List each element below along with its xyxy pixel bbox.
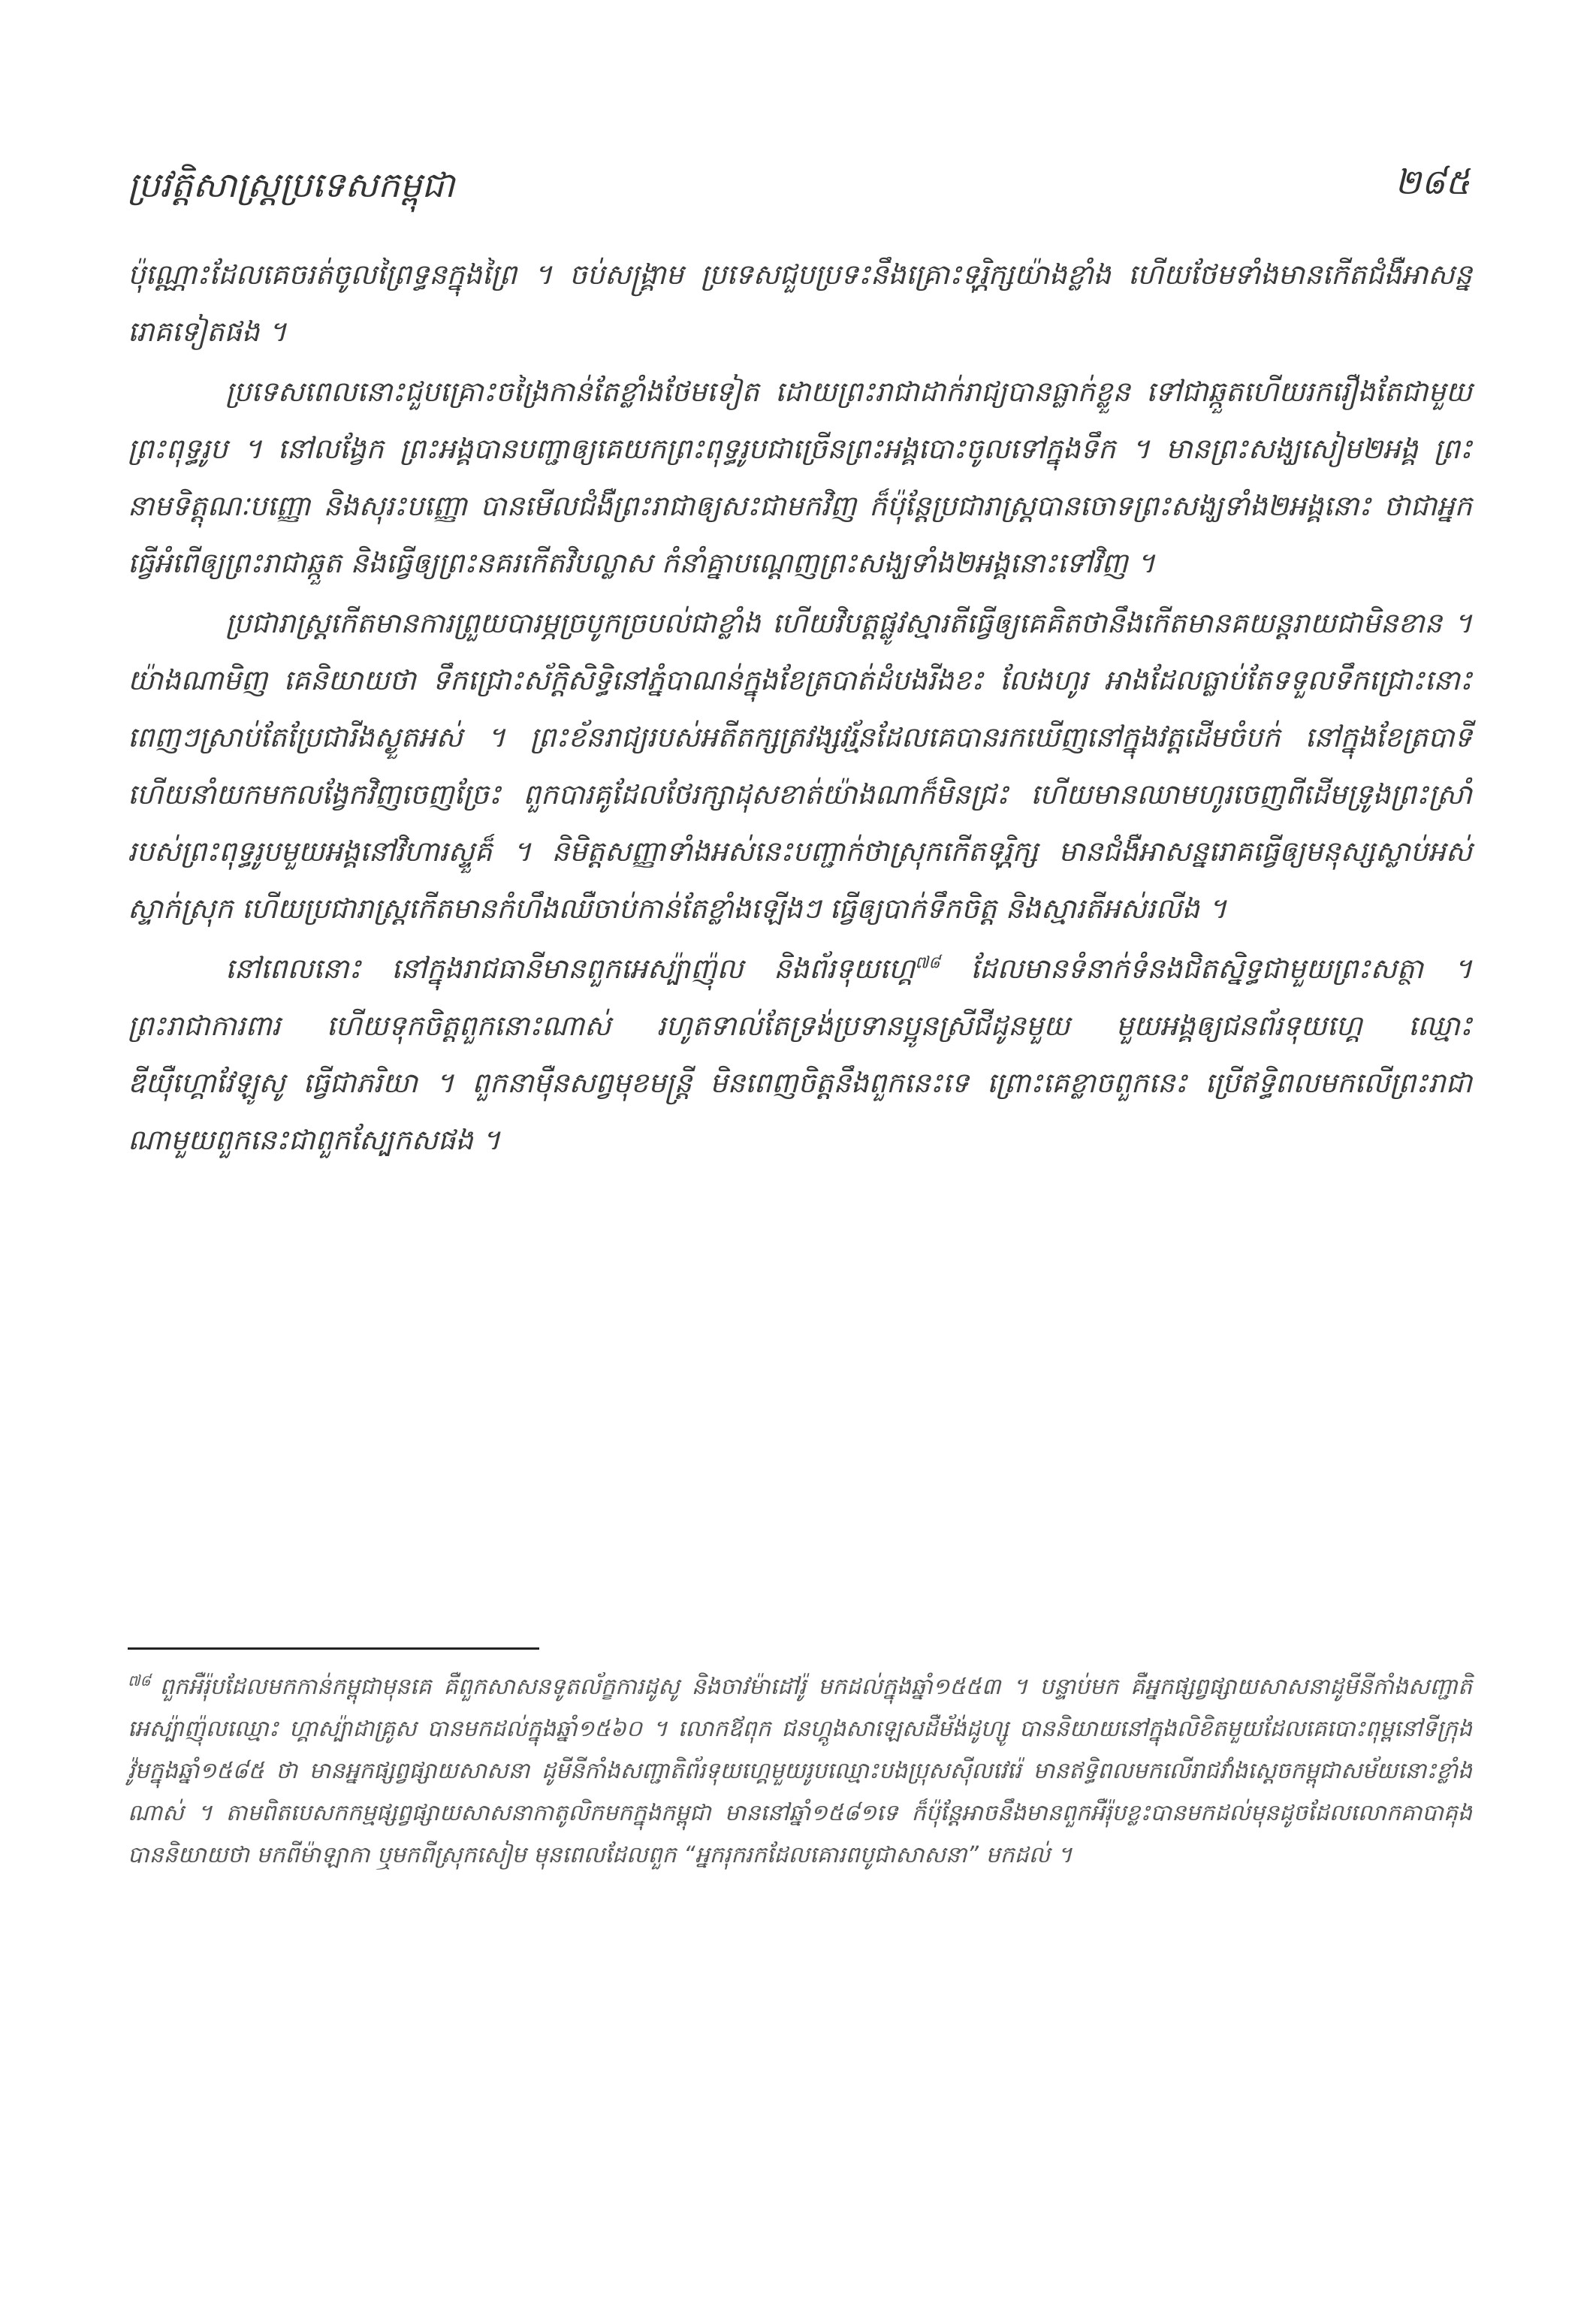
running-title: ប្រវត្តិសាស្ត្រប្រទេសកម្ពុជា bbox=[128, 165, 455, 205]
paragraph-2: ប្រទេសពេលនោះជួបគ្រោះចង្រៃកាន់តែខ្លាំងថែមទៀត ដោយព្រះរាជាដាក់រាជ្យបានធ្លាក់ខ្លួន ទៅជាឆ្កួតហើយរករឿងតែជាមួយព្រះពុទ្ធរូប ។ នៅលង្វែក ព្រះអង្គបានបញ្ជាឲ្យគេយកព្រះពុទ្ធរូបជាច្រើនព្រះអង្គបោះចូលទៅក្នុងទឹក ។ មានព្រះសង្ឃសៀម២អង្គ ព្រះនាមទិត្តុណៈបញ្ញោ និងសុរះបញ្ញោ បានមើលជំងឺព្រះរាជាឲ្យសះជាមកវិញ ក៏ប៉ុន្តែប្រជារាស្ត្របានចោទព្រះសង្ឃទាំង២អង្គនោះ ថាជាអ្នកធ្វើអំពើឲ្យព្រះរាជាឆ្កួត និងធ្វើឲ្យព្រះនគរកើតវិបល្លាស កំនាំគ្នាបណ្តេញព្រះសង្ឃទាំង២អង្គនោះទៅវិញ ។ bbox=[128, 376, 1472, 579]
footnote-number: ៧៨ bbox=[128, 1671, 151, 1689]
body-text bbox=[128, 246, 1472, 1169]
paragraph-1: ប៉ុណ្ណោះដែលគេចរត់ចូលព្រៃទ្ធនក្នុងព្រៃ ។ ចប់សង្គ្រាម ប្រទេសជួបប្រទះនឹងគ្រោះទុរ្ភិក្សយ៉ាងខ្លាំង ហើយថែមទាំងមានកើតជំងឺអាសន្នរោគទៀតផង ។ bbox=[128, 258, 1472, 348]
paragraph-4 bbox=[128, 941, 1472, 1169]
paragraph-4-text-continued: ដែលមានទំនាក់ទំនងជិតស្និទ្ធជាមួយព្រះសត្ថា ។ ព្រះរាជាការពារ ហើយទុកចិត្តពួកនោះណាស់ រហូតទាល់តែទ្រង់ប្រទានប្អូនស្រីជីដូនមួយ មួយអង្គឲ្យជនព័រទុយហ្គេ ឈ្មោះ ឌីយ៉ឺហ្គោវែឡូសូ ធ្វើជាភរិយា ។ ពួកនាម៉ឺនសព្វមុខមន្ត្រី មិនពេញចិត្តនឹងពួកនេះទេ ព្រោះគេខ្លាចពួកនេះ ប្រើឥទ្ធិពលមកលើព្រះរាជា ណាមួយពួកនេះជាពួកស្បែកសផង ។ bbox=[128, 953, 1472, 1156]
paragraph-4-text: នៅពេលនោះ នៅក្នុងរាជធានីមានពួកអេស្ប៉ាញ៉ុល និងព័រទុយហ្គេ bbox=[225, 953, 916, 985]
footnote-reference[interactable]: ៧៨ bbox=[915, 953, 940, 973]
footnotes bbox=[128, 1666, 1472, 1877]
page-number: ២៨៥ bbox=[1395, 162, 1470, 202]
footnote-divider bbox=[128, 1647, 539, 1650]
footnote-text: ពួកអឺរ៉ុបដែលមកកាន់កម្ពុជាមុនគេ គឺពួកសាសនទូតល័ក្ខការដូសូ និងចាវម៉ាដៅរ៉ូ មកដល់ក្នុងឆ្នាំ១៥៥៣ ។ បន្ទាប់មក គឺអ្នកផ្សព្វផ្សាយសាសនាដូមីនីកាំងសញ្ជាតិអេស្ប៉ាញ៉ុលឈ្មោះ ហ្គាស្ប៉ាដាគ្រូស បានមកដល់ក្នុងឆ្នាំ១៥៦០ ។ លោកឪពុក ជនហ្គូងសាឡេសដឺម័ង់ដូហ្សូ បាននិយាយនៅក្នុងលិខិតមួយដែលគេបោះពុម្ពនៅទីក្រុងវ៉ូមក្នុងឆ្នាំ១៥៨៥ ថា មានអ្នកផ្សព្វផ្សាយសាសនា ដូមីនីកាំងសញ្ជាតិព័រទុយហ្គេមួយរូបឈ្មោះបងប្រុសស៊ីលវេរ៉េ មានឥទ្ធិពលមកលើរាជវាំងស្តេចកម្ពុជាសម័យនោះខ្លាំងណាស់ ។ តាមពិតបេសកកម្មផ្សព្វផ្សាយសាសនាកាតូលិកមកក្នុងកម្ពុជា មាននៅឆ្នាំ១៥៨១ទេ ក៏ប៉ុន្តែអាចនឹងមានពួកអឺរ៉ុបខ្លះបានមកដល់មុនដូចដែលលោកគាបាគុងបាននិយាយថា មកពីម៉ាឡាកា ឬមកពីស្រុកសៀម មុនពេលដែលពួក “អ្នករុករកដែលគោរពបូជាសាសនា” មកដល់ ។ bbox=[128, 1674, 1472, 1868]
paragraph-3: ប្រជារាស្ត្រកើតមានការព្រួយបារម្ភច្របូកច្របល់ជាខ្លាំង ហើយវិបត្តផ្លូវស្មារតីធ្វើឲ្យគេគិតថានឹងកើតមានគយន្តរាយជាមិនខាន ។ យ៉ាងណាមិញ គេនិយាយថា ទឹកជ្រោះស័ក្តិសិទ្ធិនៅភ្នំបាណន់ក្នុងខែត្របាត់ដំបងរីងខះ លែងហូរ អាងដែលធ្លាប់តែទទួលទឹកជ្រោះនោះពេញៗស្រាប់តែប្រែជារីងស្ងួតអស់ ។ ព្រះខ័នរាជ្យរបស់អតីតក្សត្រវង្សវរ្ម័នដែលគេបានរកឃើញនៅក្នុងវត្តដើមចំបក់ នៅក្នុងខែត្របាទី ហើយនាំយកមកលង្វែកវិញចេញច្រែះ ពួកបារគូដែលថែរក្សាដុសខាត់យ៉ាងណាក៏មិនជ្រះ ហើយមានឈាមហូរចេញពីដើមទ្រូងព្រះស្រាំរបស់ព្រះពុទ្ធរូបមួយអង្គនៅវិហារស្ទួគ៏ ។ និមិត្តសញ្ញាទាំងអស់នេះបញ្ជាក់ថាស្រុកកើតទុរ្ភិក្ស មានជំងឺអាសន្នរោគធ្វើឲ្យមនុស្សស្លាប់អស់ស្ទាក់ស្រុក ហើយប្រជារាស្ត្រកើតមានកំហឹងឈឺចាប់កាន់តែខ្លាំងឡើងៗ ធ្វើឲ្យបាក់ទឹកចិត្ត និងស្មារតីអស់រលីង ។ bbox=[128, 607, 1472, 925]
footnote-78 bbox=[128, 1666, 1472, 1877]
